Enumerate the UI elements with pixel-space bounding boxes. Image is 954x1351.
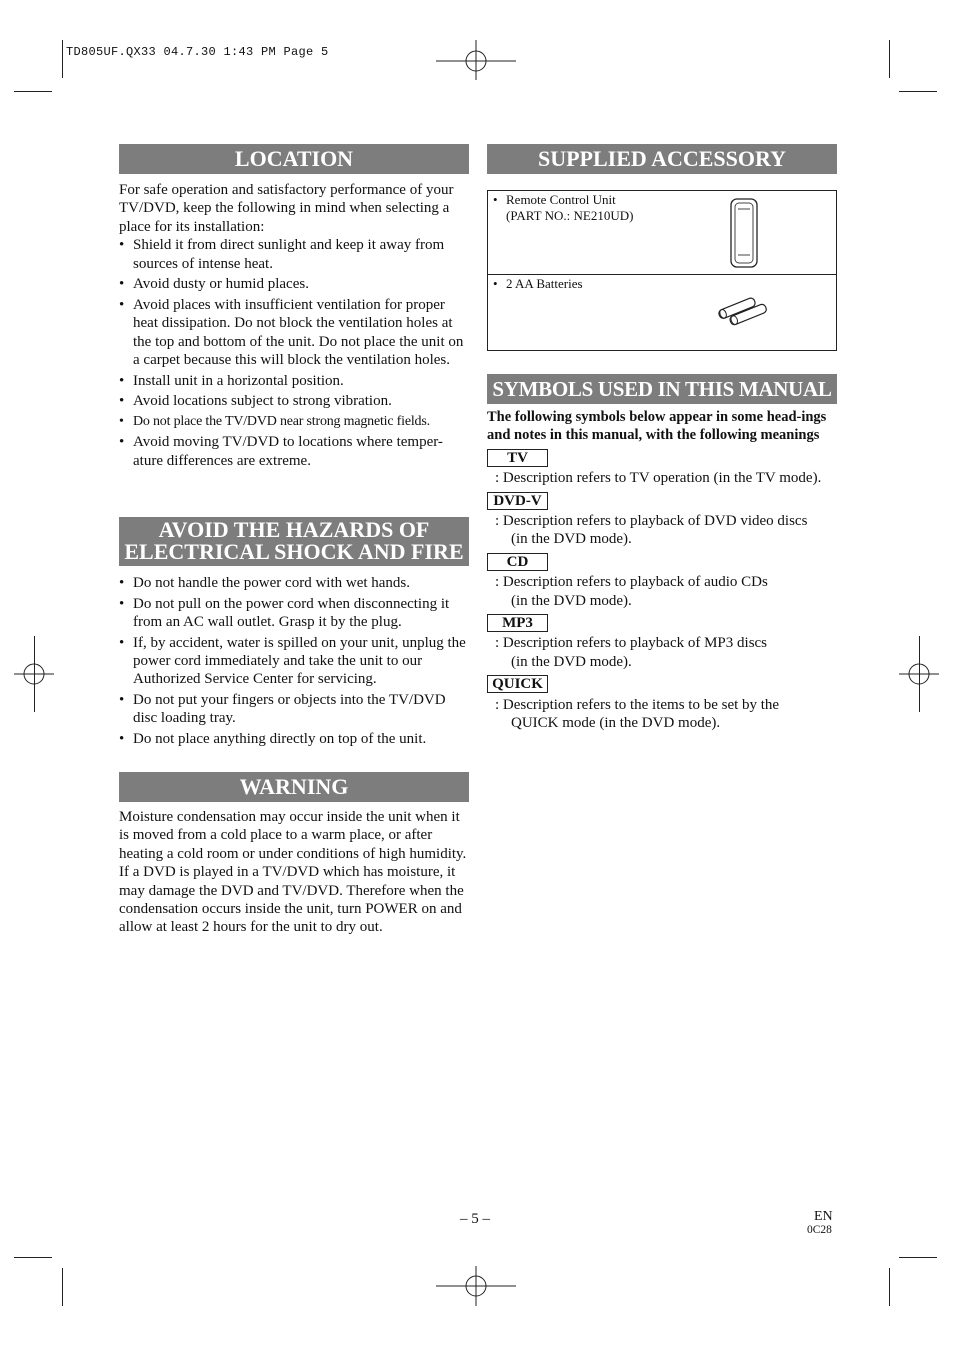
symbol-description: : Description refers to TV operation (in the TV mode). — [495, 470, 822, 487]
registration-mark-right — [899, 654, 939, 694]
list-item: • Do not place anything directly on top of the unit. — [119, 730, 469, 748]
location-intro: For safe operation and satisfactory performance of your TV/DVD, keep the following in mind when selecting a place for its installation: — [119, 182, 454, 235]
remote-part-number: (PART NO.: NE210UD) — [506, 208, 634, 223]
accessory-batteries-row — [488, 274, 836, 350]
symbol-label: TV — [487, 449, 548, 467]
document-code: 0C28 — [807, 1224, 832, 1236]
accessory-heading: SUPPLIED ACCESSORY — [487, 144, 837, 174]
remote-control-icon — [728, 197, 760, 269]
symbol-label: MP3 — [487, 614, 548, 632]
remote-name: • Remote Control Unit — [506, 192, 616, 207]
list-item: • Do not place the TV/DVD near strong magnetic fields. — [119, 413, 469, 431]
symbol-quick — [487, 675, 837, 732]
print-slug: TD805UF.QX33 04.7.30 1:43 PM Page 5 — [66, 45, 329, 59]
warning-section — [119, 772, 469, 937]
symbol-cd — [487, 553, 837, 610]
list-item: • Do not put your fingers or objects into the TV/DVD disc loading tray. — [119, 691, 469, 728]
list-item: • If, by accident, water is spilled on your unit, unplug the power cord immediately and take the unit to our Authorized Service Center for servicing. — [119, 634, 469, 689]
page-number: – 5 – — [460, 1211, 490, 1227]
batteries-name: • 2 AA Batteries — [506, 276, 583, 291]
registration-mark-top — [436, 40, 516, 80]
location-section — [119, 144, 469, 472]
batteries-icon — [714, 297, 776, 327]
warning-text: Moisture condensation may occur inside the unit when it is moved from a cold place to a warm place, or after heating a cold room or under conditions of high humidity. If a DVD is played in a TV/DVD which has moisture, it may damage the DVD and TV/DVD. Therefore when the condensation occurs inside the unit, turn POWER on and allow at least 2 hours for the unit to dry out. — [119, 809, 467, 936]
symbol-tv — [487, 449, 837, 488]
symbol-dvd-v — [487, 492, 837, 549]
list-item: • Avoid places with insufficient ventilation for proper heat dissipation. Do not block the ventilation holes at the top and bottom of the unit. Do not place the unit on a carpet because this will block the ventilation holes. — [119, 296, 469, 370]
symbols-intro: The following symbols below appear in some head-ings and notes in this manual, with the following meanings — [487, 409, 827, 444]
list-item: • Install unit in a horizontal position. — [119, 372, 469, 390]
list-item: • Do not pull on the power cord when disconnecting it from an AC wall outlet. Grasp it by the plug. — [119, 595, 469, 632]
hazards-list — [119, 574, 469, 748]
location-list — [119, 236, 469, 470]
symbol-description: : Description refers to playback of audio CDs (in the DVD mode). — [495, 574, 768, 609]
symbol-description: : Description refers to playback of DVD video discs (in the DVD mode). — [495, 513, 808, 548]
registration-mark-left — [14, 654, 54, 694]
list-item: • Do not handle the power cord with wet hands. — [119, 574, 469, 592]
symbol-mp3 — [487, 614, 837, 671]
list-item: • Avoid locations subject to strong vibration. — [119, 392, 469, 410]
symbol-label: QUICK — [487, 675, 548, 693]
accessory-remote-row — [488, 191, 836, 274]
list-item: • Avoid dusty or humid places. — [119, 275, 469, 293]
warning-heading: WARNING — [119, 772, 469, 802]
list-item: • Shield it from direct sunlight and keep it away from sources of intense heat. — [119, 236, 469, 273]
symbols-heading: SYMBOLS USED IN THIS MANUAL — [487, 374, 837, 404]
symbol-label: DVD-V — [487, 492, 548, 510]
symbol-description: : Description refers to the items to be set by the QUICK mode (in the DVD mode). — [495, 696, 780, 732]
list-item: • Avoid moving TV/DVD to locations where temper-ature differences are extreme. — [119, 433, 469, 470]
location-heading: LOCATION — [119, 144, 469, 174]
hazards-heading — [119, 517, 469, 566]
hazards-heading-line1: AVOID THE HAZARDS OF — [158, 517, 430, 542]
symbol-label: CD — [487, 553, 548, 571]
hazards-section — [119, 517, 469, 751]
accessory-table — [487, 190, 837, 351]
hazards-heading-line2: ELECTRICAL SHOCK AND FIRE — [124, 539, 464, 564]
symbol-description: : Description refers to playback of MP3 discs (in the DVD mode). — [495, 635, 768, 670]
accessory-section — [487, 144, 837, 351]
symbols-section — [487, 374, 837, 737]
language-code: EN — [814, 1209, 833, 1224]
registration-mark-bottom — [436, 1266, 516, 1306]
